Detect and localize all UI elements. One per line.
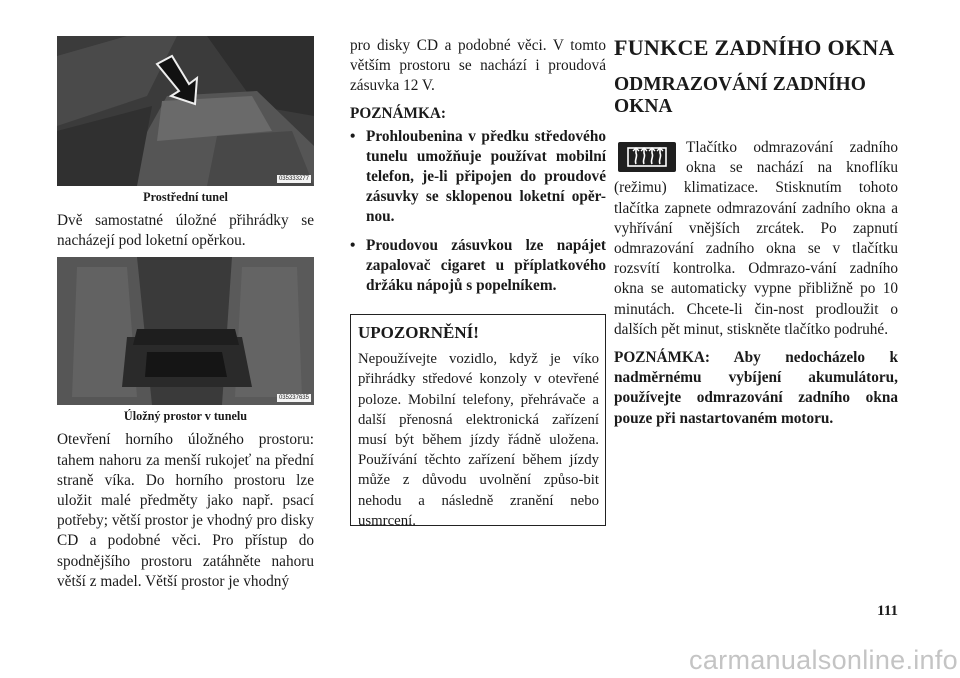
photo-code: 035237635 <box>278 395 309 402</box>
bullet-item <box>350 127 606 228</box>
section-title: FUNKCE ZADNÍHO OKNA <box>614 35 895 60</box>
bullet-glyph: • <box>350 127 356 145</box>
note-heading: POZNÁMKA: <box>350 104 447 122</box>
middle-column <box>350 36 606 529</box>
defrost-text: Tlačítko odmrazování zadního okna se nachází na knoflíku (režimu) klimatizace. Stisknutím tohoto tlačítka zapnete odmrazování zadního okna a vyhřívání vnějších zrcátek. Po zapnutí odmrazování zadního okna se v tlačítku rozsvítí kontrolka. Odmrazo-vání zadního okna se automaticky vypne přibližně po 10 minutách. Chcete-li čin-nost prodloužit o dalších pět minut, stiskněte tlačítko podruhé. <box>614 139 898 338</box>
tunnel-storage-photo <box>57 257 314 405</box>
center-tunnel-illustration <box>57 36 314 186</box>
warning-box <box>350 314 606 529</box>
bullet-text: Proudovou zásuvkou lze napájet zapalovač cigaret u příplatkového držáku nápojů s popelníkem. <box>366 236 606 295</box>
note-text: POZNÁMKA: Aby nedocházelo k nadměrnému vybíjení akumulátoru, používejte odmrazování zadního okna pouze při nastartovaném motoru. <box>614 349 898 427</box>
warning-text: Nepoužívejte vozidlo, když je víko přihrádky středové konzoly v otevřené poloze. Mobilní telefony, přehrávače a další přenosná elektronická zařízení musí být během jízdy řádně uložena. Používání těchto zařízení během jízdy může z důvodu uvolnění způso-bit nehodu a následně zranění nebo usmrcení. <box>358 351 599 529</box>
photo-code: 035333277 <box>278 176 309 182</box>
left-column <box>57 36 314 592</box>
rear-defrost-icon <box>618 142 676 172</box>
watermark: carmanualsonline.info <box>689 645 958 675</box>
paragraph: Dvě samostatné úložné přihrádky se nacházejí pod loketní opěrkou. <box>57 212 314 250</box>
right-column <box>614 36 898 429</box>
warning-title: UPOZORNĚNÍ! <box>358 323 479 343</box>
note-bullet-list <box>350 127 606 297</box>
bullet-glyph: • <box>350 236 356 254</box>
paragraph: Otevření horního úložného prostoru: tahem nahoru za menší rukojeť na přední straně víka. Do horního prostoru lze uložit malé předměty jako např. psací potřeby; větší prostor je vhodný pro disky CD a podobné věci. Pro přístup do spodnějšího prostoru zatáhněte nahoru větší z madel. Větší prostor je vhodný <box>57 431 314 590</box>
tunnel-storage-illustration <box>57 257 314 405</box>
photo-caption: Prostřední tunel <box>143 190 228 204</box>
defrost-paragraph <box>614 138 898 340</box>
bullet-item <box>350 236 606 297</box>
center-tunnel-photo <box>57 36 314 186</box>
bullet-text: Prohloubenina v předku středového tunelu umožňuje používat mobilní telefon, je-li připojen do proudové zásuvky se sklopenou loketní opěr-nou. <box>366 127 606 226</box>
subsection-title: ODMRAZOVÁNÍ ZADNÍHO OKNA <box>614 74 866 117</box>
photo-caption: Úložný prostor v tunelu <box>123 409 248 424</box>
page-number: 111 <box>877 603 898 619</box>
paragraph: pro disky CD a podobné věci. V tomto větším prostoru se nachází i proudová zásuvka 12 V. <box>350 37 606 95</box>
